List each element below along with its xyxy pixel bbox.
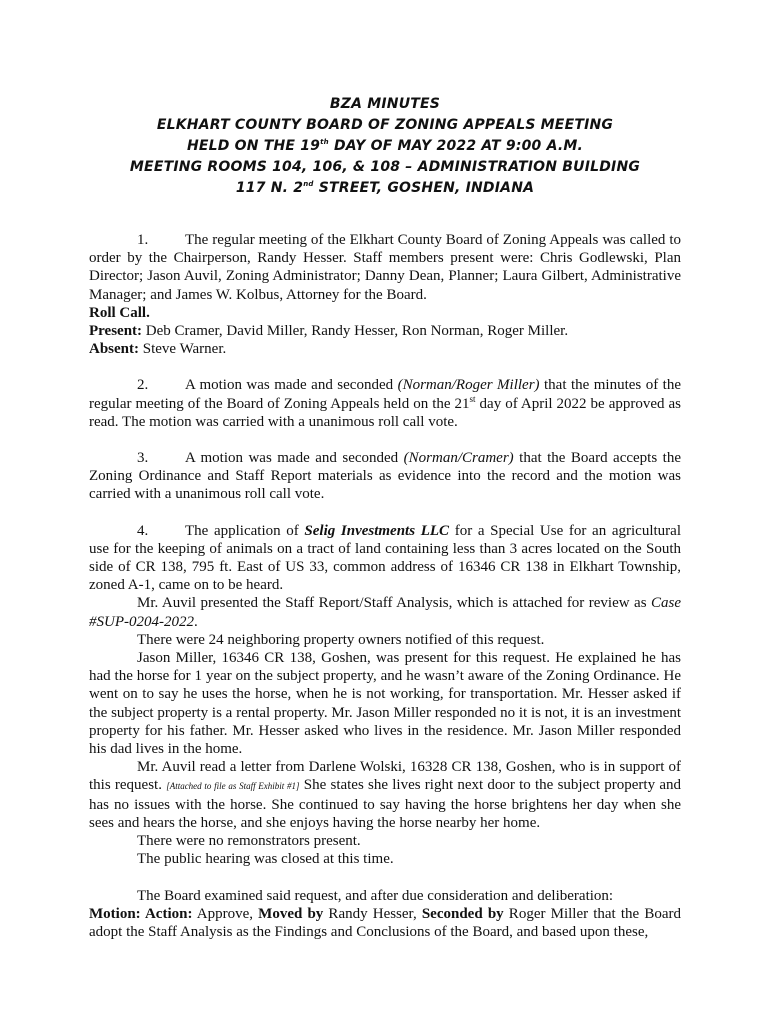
header-address: 117 N. 2nd STREET, GOSHEN, INDIANA [235, 180, 535, 196]
petitioner-paragraph: Jason Miller, 16346 CR 138, Goshen, was present for this request. He explained he has had the horse for 1 year on the subject property, and he wasn’t aware of the Zoning Ordinance. He went on to say he uses the horse, when he is not working, for transportation. Mr. Hesser asked if the subject property is a rental property. Mr. Jason Miller responded no it is not, it is an investment property for his father. Mr. Hesser asked who lives in the residence. Mr. Jason Miller responded his dad lives in the home. [89, 650, 681, 758]
header-title: BZA MINUTES [329, 96, 441, 112]
header-meeting-date: HELD ON THE 19th DAY OF MAY 2022 AT 9:00 A.M. [186, 138, 584, 154]
absent-line: Absent: Steve Warner. [89, 341, 227, 358]
roll-call-heading: Roll Call. [89, 304, 150, 321]
applicant-name: Selig Investments LLC [304, 522, 450, 539]
item-number: 1. [137, 232, 149, 248]
item-number: 3. [137, 450, 149, 467]
staff-report-paragraph: Mr. Auvil presented the Staff Report/Staff Analysis, which is attached for review as Case #SUP-0204-2022. [89, 595, 681, 630]
item-number: 2. [137, 377, 149, 394]
board-examined-paragraph: The Board examined said request, and after due consideration and deliberation: [137, 887, 614, 904]
present-line: Present: Deb Cramer, David Miller, Randy Hesser, Ron Norman, Roger Miller. [89, 323, 569, 340]
remonstrators-paragraph: There were no remonstrators present. [137, 833, 361, 850]
case-number: Case #SUP-0204-2022 [89, 595, 681, 630]
item-number: 4. [137, 522, 149, 539]
item-4-paragraph: 4. The application of Selig Investments LLC for a Special Use for an agricultural use for the keeping of animals on a tract of land containing less than 3 acres located on the South side of CR 138, 795 ft. East of US 33, common address of 16346 CR 138 in Elkhart Township, zoned A-1, came on to be heard. [89, 522, 681, 594]
document-header [89, 94, 681, 199]
minutes-body [89, 231, 681, 941]
item-3-paragraph: 3. A motion was made and seconded (Norman/Cramer) that the Board accepts the Zoning Ordinance and Staff Report materials as evidence into the record and the motion was carried with a unanimous roll call vote. [89, 450, 681, 503]
motion-paragraph: Motion: Action: Approve, Moved by Randy Hesser, Seconded by Roger Miller that the Board adopt the Staff Analysis as the Findings and Conclusions of the Board, and based upon these, [89, 905, 681, 940]
header-board-name: ELKHART COUNTY BOARD OF ZONING APPEALS MEETING [156, 117, 614, 133]
hearing-closed-paragraph: The public hearing was closed at this time. [137, 851, 394, 868]
header-meeting-rooms: MEETING ROOMS 104, 106, & 108 – ADMINISTRATION BUILDING [129, 159, 641, 175]
item-2-paragraph: 2. A motion was made and seconded (Norman/Roger Miller) that the minutes of the regular meeting of the Board of Zoning Appeals held on the 21st day of April 2022 be approved as read. The motion was carried with a unanimous roll call vote. [89, 377, 681, 430]
item-1-paragraph: 1. The regular meeting of the Elkhart County Board of Zoning Appeals was called to order by the Chairperson, Randy Hesser. Staff members present were: Chris Godlewski, Plan Director; Jason Auvil, Zoning Administrator; Danny Dean, Planner; Laura Gilbert, Administrative Manager; and James W. Kolbus, Attorney for the Board. [89, 232, 681, 303]
exhibit-note: [Attached to file as Staff Exhibit #1] [166, 781, 300, 792]
letter-paragraph: Mr. Auvil read a letter from Darlene Wolski, 16328 CR 138, Goshen, who is in support of this request. [Attached to file as Staff Exhibit #1] She states she lives right next door to the subject property and has no issues with the horse. She continued to say having the horse brightens her day when she sees and hears the horse, and she enjoys having the horse nearby her home. [89, 759, 681, 831]
notified-paragraph: There were 24 neighboring property owners notified of this request. [137, 631, 545, 648]
